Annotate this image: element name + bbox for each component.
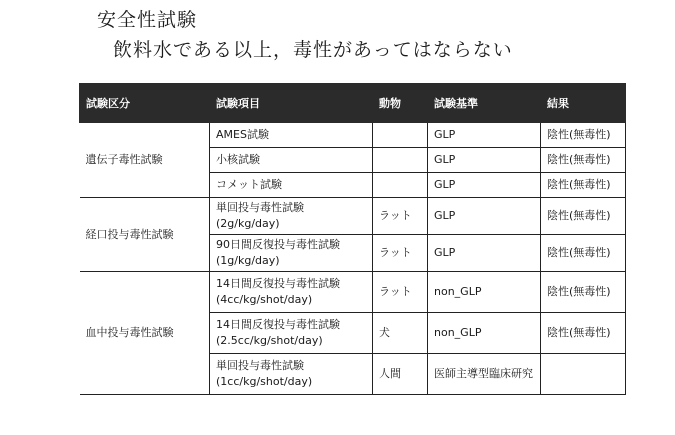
category-cell: 経口投与毒性試験 bbox=[80, 198, 210, 272]
animal-cell: ラット bbox=[373, 235, 428, 272]
category-cell: 遺伝子毒性試験 bbox=[80, 123, 210, 198]
item-name: 単回投与毒性試験 bbox=[216, 201, 304, 214]
standard-cell: non_GLP bbox=[428, 272, 541, 313]
item-cell: AMES試験 bbox=[210, 123, 373, 148]
item-dose: (1cc/kg/shot/day) bbox=[216, 375, 313, 388]
item-cell bbox=[210, 198, 373, 235]
standard-cell: GLP bbox=[428, 235, 541, 272]
item-dose: (2.5cc/kg/shot/day) bbox=[216, 334, 323, 347]
result-cell: 陰性(無毒性) bbox=[541, 148, 626, 173]
safety-test-table bbox=[79, 83, 626, 395]
animal-cell: 犬 bbox=[373, 313, 428, 354]
table-row bbox=[80, 272, 626, 313]
result-cell: 陰性(無毒性) bbox=[541, 173, 626, 198]
header-result: 結果 bbox=[541, 84, 626, 123]
page-title: 安全性試験 bbox=[97, 9, 198, 31]
table-header-row bbox=[80, 84, 626, 123]
standard-cell: GLP bbox=[428, 173, 541, 198]
animal-cell bbox=[373, 123, 428, 148]
item-cell bbox=[210, 235, 373, 272]
result-cell: 陰性(無毒性) bbox=[541, 272, 626, 313]
item-cell bbox=[210, 313, 373, 354]
standard-cell: 医師主導型臨床研究 bbox=[428, 354, 541, 395]
header-item: 試験項目 bbox=[210, 84, 373, 123]
category-cell: 血中投与毒性試験 bbox=[80, 272, 210, 395]
item-name: 14日間反復投与毒性試験 bbox=[216, 318, 340, 331]
header-standard: 試験基準 bbox=[428, 84, 541, 123]
item-name: 14日間反復投与毒性試験 bbox=[216, 277, 340, 290]
animal-cell: ラット bbox=[373, 272, 428, 313]
result-cell: 陰性(無毒性) bbox=[541, 198, 626, 235]
item-name: 単回投与毒性試験 bbox=[216, 359, 304, 372]
header-category: 試験区分 bbox=[80, 84, 210, 123]
item-name: 90日間反復投与毒性試験 bbox=[216, 238, 340, 251]
result-cell: 陰性(無毒性) bbox=[541, 123, 626, 148]
animal-cell bbox=[373, 173, 428, 198]
animal-cell: ラット bbox=[373, 198, 428, 235]
header-animal: 動物 bbox=[373, 84, 428, 123]
standard-cell: GLP bbox=[428, 123, 541, 148]
item-dose: (1g/kg/day) bbox=[216, 254, 280, 267]
item-cell bbox=[210, 354, 373, 395]
item-cell bbox=[210, 272, 373, 313]
animal-cell: 人間 bbox=[373, 354, 428, 395]
item-cell: 小核試験 bbox=[210, 148, 373, 173]
item-dose: (2g/kg/day) bbox=[216, 217, 280, 230]
item-cell: コメット試験 bbox=[210, 173, 373, 198]
result-cell bbox=[541, 354, 626, 395]
result-cell: 陰性(無毒性) bbox=[541, 235, 626, 272]
standard-cell: non_GLP bbox=[428, 313, 541, 354]
item-dose: (4cc/kg/shot/day) bbox=[216, 293, 313, 306]
table-row bbox=[80, 123, 626, 148]
table-row bbox=[80, 198, 626, 235]
standard-cell: GLP bbox=[428, 198, 541, 235]
page-subtitle: 飲料水である以上，毒性があってはならない bbox=[113, 39, 513, 61]
result-cell: 陰性(無毒性) bbox=[541, 313, 626, 354]
animal-cell bbox=[373, 148, 428, 173]
standard-cell: GLP bbox=[428, 148, 541, 173]
